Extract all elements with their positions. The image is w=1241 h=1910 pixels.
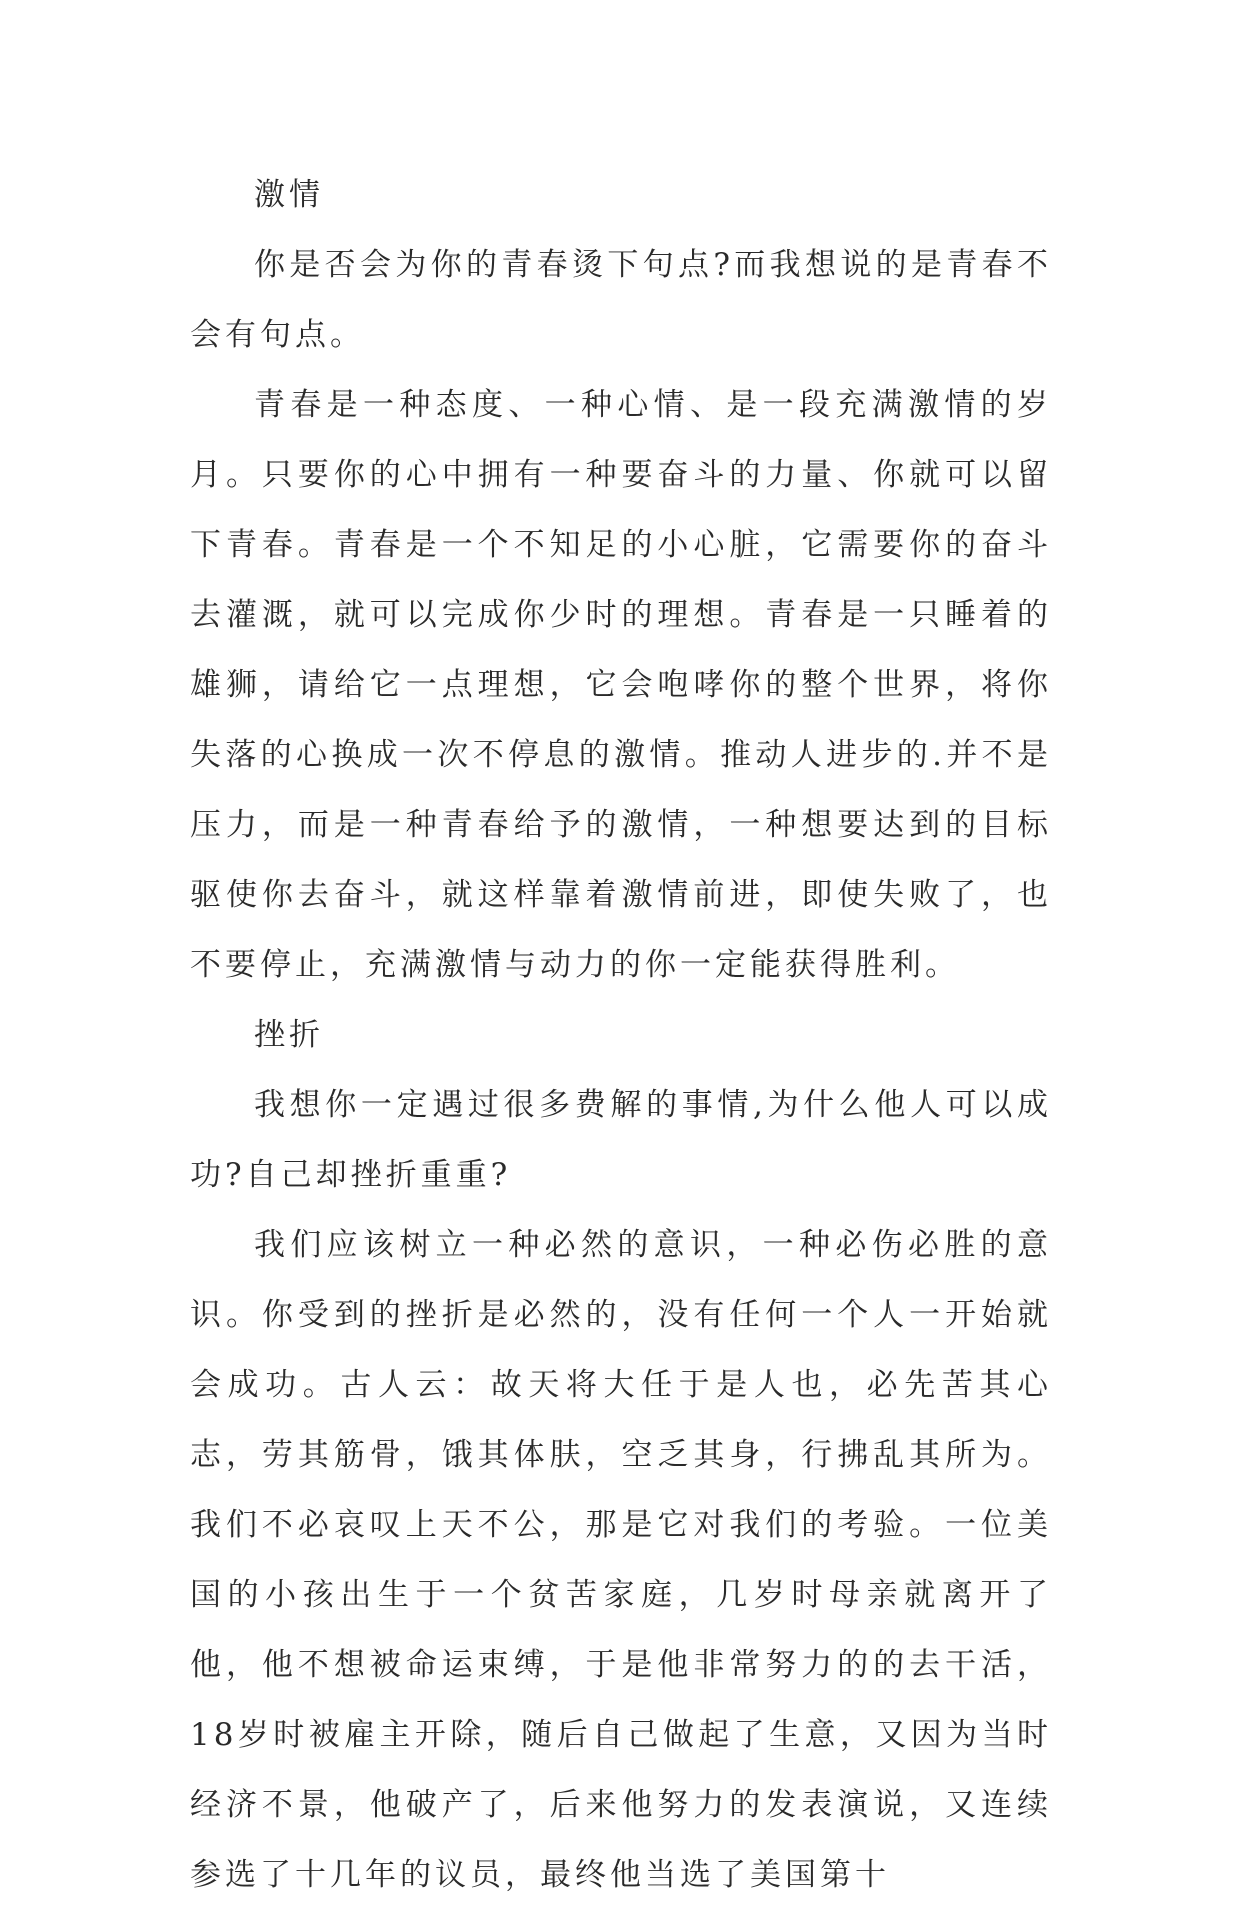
- document-body: [190, 160, 1052, 1910]
- section-heading-setback: 挫折: [254, 1017, 324, 1053]
- paragraph: 青春是一种态度、一种心情、是一段充满激情的岁月。只要你的心中拥有一种要奋斗的力量、你就可以留下青春。青春是一个不知足的小心脏，它需要你的奋斗去灌溉，就可以完成你少时的理想。青春是一只睡着的雄狮，请给它一点理想，它会咆哮你的整个世界，将你失落的心换成一次不停息的激情。推动人进步的.并不是压力，而是一种青春给予的激情，一种想要达到的目标驱使你去奋斗，就这样靠着激情前进，即使失败了，也不要停止，充满激情与动力的你一定能获得胜利。: [190, 387, 1052, 983]
- section-heading-passion: 激情: [254, 177, 324, 213]
- paragraph: 我们应该树立一种必然的意识，一种必伤必胜的意识。你受到的挫折是必然的，没有任何一个人一开始就会成功。古人云：故天将大任于是人也，必先苦其心志，劳其筋骨，饿其体肤，空乏其身，行拂乱其所为。我们不必哀叹上天不公，那是它对我们的考验。一位美国的小孩出生于一个贫苦家庭，几岁时母亲就离开了他，他不想被命运束缚，于是他非常努力的的去干活，18岁时被雇主开除，随后自己做起了生意，又因为当时经济不景，他破产了，后来他努力的发表演说，又连续参选了十几年的议员，最终他当选了美国第十: [190, 1227, 1052, 1893]
- paragraph: 我想你一定遇过很多费解的事情,为什么他人可以成功?自己却挫折重重?: [190, 1087, 1052, 1193]
- paragraph: 你是否会为你的青春烫下句点?而我想说的是青春不会有句点。: [190, 247, 1052, 353]
